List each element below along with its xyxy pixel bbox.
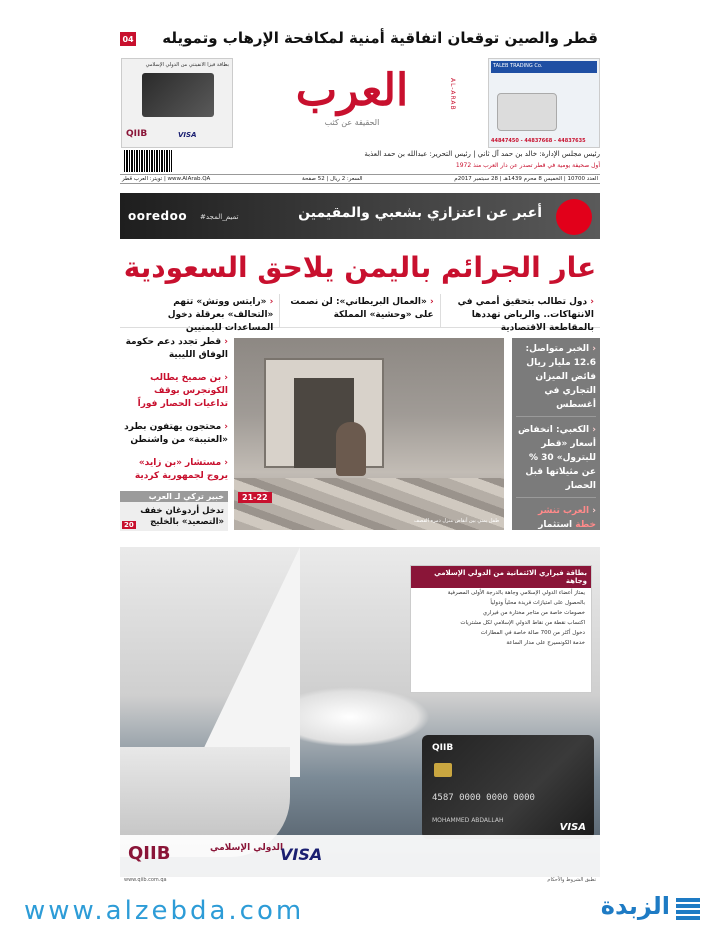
ad-panel-line: يمتاز أعضاء الدولي الإسلامي وجاهة بالدرجة الأولى المصرفية (447, 590, 585, 596)
card-visa: VISA (559, 822, 586, 833)
masthead-logo[interactable] (262, 64, 456, 134)
ad-taleb-trading[interactable] (488, 58, 600, 148)
yemen-photo[interactable] (234, 338, 504, 530)
logo-slogan: الحقيقة عن كثب (324, 118, 380, 127)
issue-info: العدد 10700 | الخميس 8 محرم 1439هـ | 28 سبتمبر 2017م (454, 176, 598, 182)
ad-qiib-small[interactable] (121, 58, 233, 148)
ooredoo-banner[interactable] (120, 193, 600, 239)
card-holder: MOHAMMED ABDALLAH (432, 817, 504, 824)
chevron-left-icon: ‹ (589, 506, 596, 516)
bus-icon (497, 93, 557, 131)
chevron-left-icon: ‹ (589, 344, 596, 354)
qiib-logo: QIIB (126, 129, 148, 139)
barcode-icon (124, 150, 172, 172)
ad-panel-line: دخول أكثر من 700 صالة خاصة في المطارات (480, 630, 585, 636)
web-info[interactable]: www.AlArab.QA | تويتر: العرب قطر (122, 176, 211, 182)
ad-panel-line: خدمة الكونسيرج على مدار الساعة (506, 640, 585, 646)
banner-hashtag: #تميم_المجد (200, 213, 239, 221)
sub-headline[interactable]: ‹ «رايتس ووتش» تتهم «التحالف» بعرقلة دخول المساعدات لليمنيين (167, 297, 274, 333)
left-news-item[interactable]: ‹ قطر تجدد دعم حكومة الوفاق الليبية (125, 337, 228, 360)
qiib-logo: QIIB (128, 843, 171, 864)
ooredoo-circle-icon (556, 199, 592, 235)
card-brand: QIIB (432, 743, 454, 753)
photo-caption: طفل يمني بين أنقاض منزل دمره القصف (414, 518, 500, 524)
qiib-ferrari-ad[interactable] (120, 547, 600, 877)
chevron-left-icon: ‹ (266, 297, 274, 307)
ad-panel-line: بالحصول على امتيازات فريدة محلياً ودولياً (490, 600, 585, 606)
ferrari-credit-card (422, 735, 594, 839)
right-news-item[interactable]: ‹ العرب تنشر خطة استثمار «الحلال» العالم (528, 506, 596, 544)
ad-panel-line: اكتساب نقطة من نقاط الدولي الإسلامي لكل مشتريات (460, 620, 585, 626)
price-info: السعر: 2 ريال | 52 صفحة (302, 176, 363, 182)
watermark-logo-text: الزبدة (600, 892, 670, 920)
logo-latin: AL-ARAB (449, 78, 456, 111)
ad-panel-title: بطاقة فيراري الائتمانية من الدولي الإسلامي وجاهة (411, 566, 591, 588)
ad-footer (120, 877, 600, 885)
sub-headline[interactable]: ‹ «العمال البريطاني»: لن نصمت على «وحشية» المملكة (279, 294, 439, 327)
feature-tag: خبير تركي لـ العرب (120, 491, 228, 502)
watermark-logo[interactable] (590, 892, 700, 926)
main-headline-block (120, 247, 600, 289)
left-column (120, 336, 228, 493)
founded-line: أول صحيفة يومية في قطر تصدر عن دار العرب منذ 1972 (455, 162, 600, 169)
right-column (512, 338, 600, 544)
sail-icon (190, 547, 300, 777)
issue-info-bar (120, 174, 600, 184)
chevron-left-icon: ‹ (221, 373, 228, 383)
page-number-badge: 04 (120, 32, 136, 46)
visa-logo: VISA (178, 131, 197, 139)
credit-card-icon (142, 73, 214, 117)
ad-phones: 44847450 - 44837668 - 44837635 (491, 138, 586, 144)
ad-footer-terms: تطبق الشروط والأحكام (547, 877, 596, 883)
ad-caption: بطاقة فيزا الانفينتي من الدولي الإسلامي (145, 62, 229, 68)
feature-page: 20 (124, 521, 134, 529)
photo-page-ref: 21-22 (238, 492, 272, 503)
chevron-left-icon: ‹ (221, 422, 228, 432)
ad-company-name: TALEB TRADING Co. (491, 61, 597, 73)
main-headline[interactable]: عار الجرائم باليمن يلاحق السعودية (123, 251, 597, 284)
left-news-item[interactable]: ‹ بن صميخ يطالب الكونجرس بوقف تداعيات الحصار فوراً (137, 373, 228, 409)
watermark-bars-icon (676, 898, 700, 920)
chevron-left-icon: ‹ (221, 458, 228, 468)
left-news-item[interactable]: ‹ مستشار «بن زايد» يروج لجمهورية كردية (134, 458, 228, 481)
right-news-item[interactable]: ‹ الكعبي: انخفاض أسعار «قطر للبترول» 30 % عن مثيلاتها قبل الحصار (516, 423, 596, 498)
ad-footer-url[interactable]: www.qiib.com.qa (124, 877, 167, 883)
visa-logo: VISA (280, 845, 323, 864)
ad-brand-bar (120, 835, 600, 877)
ad-panel-line: خصومات خاصة من متاجر مختارة من فيراري (482, 610, 585, 616)
watermark-url[interactable]: www.alzebda.com (24, 896, 305, 926)
chevron-left-icon: ‹ (221, 337, 228, 347)
sub-headlines (120, 294, 600, 333)
left-feature-box[interactable] (120, 491, 228, 531)
banner-message: أعبر عن اعتزازي بشعبي والمقيمين (298, 205, 542, 221)
top-headline[interactable]: قطر والصين توقعان اتفاقية أمنية لمكافحة الإرهاب وتمويله (162, 29, 598, 47)
logo-text: العرب (295, 65, 409, 116)
masthead-credits (250, 150, 600, 174)
chairman-line: رئيس مجلس الإدارة: خالد بن حمد آل ثاني | رئيس التحرير: عبدالله بن حمد العذبة (364, 150, 600, 158)
chevron-left-icon: ‹ (426, 297, 434, 307)
top-headline-strip (120, 28, 600, 50)
left-news-item[interactable]: ‹ محتجون يهتفون بطرد «العتيبة» من واشنطن (124, 422, 228, 445)
ooredoo-logo: ooredoo (128, 209, 188, 223)
sub-headline[interactable]: ‹ دول تطالب بتحقيق أممي في الانتهاكات.. والرياض تهددها بالمقاطعة الاقتصادية (440, 294, 600, 327)
right-news-item[interactable]: ‹ الخبر متواصل: 12.6 مليار ريال فائض الميزان التجاري في أغسطس (516, 342, 596, 417)
qiib-arabic: الدولي الإسلامي (210, 843, 284, 853)
feature-body: تدخل أردوغان خفف «التصعيد» بالخليج (140, 506, 224, 527)
photo-child (336, 422, 366, 476)
chevron-left-icon: ‹ (587, 297, 594, 307)
ad-info-panel (410, 565, 592, 693)
card-number: 4587 0000 0000 0000 (432, 793, 535, 803)
chevron-left-icon: ‹ (589, 425, 596, 435)
card-chip-icon (434, 763, 452, 777)
